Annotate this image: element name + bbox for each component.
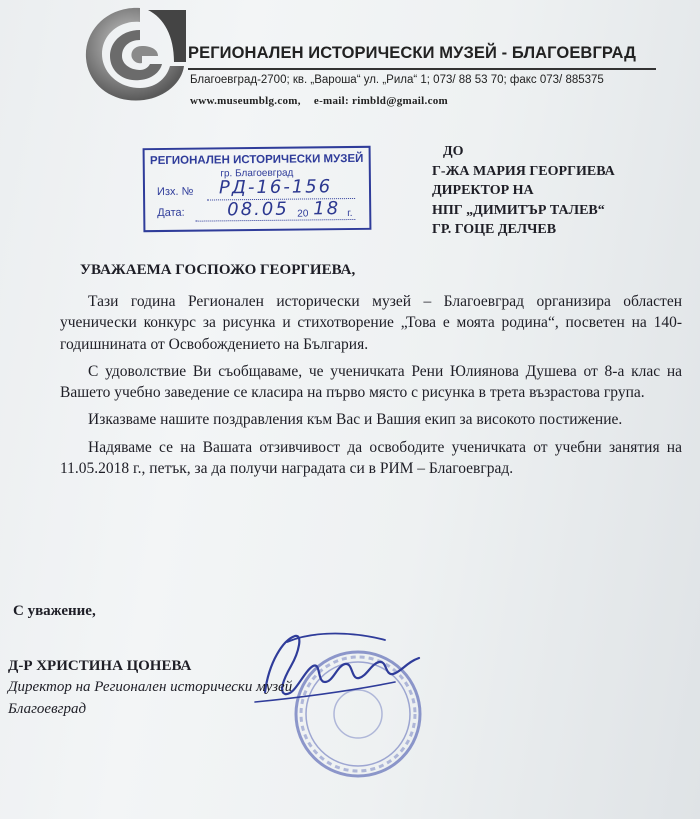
stamp-year-suffix: г. — [347, 208, 353, 220]
stamp-year-value: 18 — [313, 198, 341, 220]
paragraph: Изказваме нашите поздравления към Вас и Вашия екип за високото постижение. — [88, 411, 623, 429]
email-link[interactable]: e-mail: rimbld@gmail.com — [313, 95, 449, 107]
organization-address: Благоевград-2700; кв. „Вароша“ ул. „Рила“ 1; 073/ 88 53 70; факс 073/ 885375 — [190, 74, 604, 86]
header-divider — [188, 68, 656, 70]
recipient-position: ДИРЕКТОР НА — [432, 183, 534, 198]
stamp-title: РЕГИОНАЛЕН ИСТОРИЧЕСКИ МУЗЕЙ — [149, 152, 364, 168]
stamp-city: гр. Благоевград — [220, 167, 294, 180]
signature-icon — [225, 622, 445, 712]
paragraph: Надяваме се на Вашата отзивчивост да освободите ученичката от учебни занятия на 11.05.2018 г., петък, за да получи наградата си в РИМ – Благоевград. — [60, 438, 682, 478]
paragraph: С удоволствие Ви съобщаваме, че ученичката Рени Юлиянова Душева от 8-а клас на Вашето учебно заведение се класира на първо място с рисунка в трета възрастова група. — [60, 362, 682, 402]
recipient-school: НПГ „ДИМИТЪР ТАЛЕВ“ — [432, 202, 605, 218]
museum-logo-icon — [78, 2, 188, 106]
salutation: УВАЖАЕМА ГОСПОЖО ГЕОРГИЕВА, — [80, 262, 356, 278]
stamp-date-value: 08.05 — [227, 198, 289, 221]
recipient-to: ДО — [443, 144, 464, 159]
stamp-date-label: Дата: — [157, 206, 185, 220]
registration-stamp — [143, 146, 372, 232]
contact-line — [190, 95, 458, 107]
signer-title: Директор на Регионален исторически музей — [8, 679, 293, 695]
paragraph: Тази година Регионален исторически музей – Благоевград организира областен ученически конкурс за рисунка и стихотворение „Това е моята родина“, посветен на 140-годишнината от Освобождението на България. — [60, 293, 682, 353]
stamp-number-value: РД-16-156 — [218, 176, 333, 199]
recipient-city: ГР. ГОЦЕ ДЕЛЧЕВ — [432, 222, 557, 237]
recipient-name: Г-ЖА МАРИЯ ГЕОРГИЕВА — [432, 163, 615, 179]
recipient-block — [432, 142, 615, 240]
organization-name: РЕГИОНАЛЕН ИСТОРИЧЕСКИ МУЗЕЙ - БЛАГОЕВГРАД — [188, 44, 637, 62]
website-link[interactable]: www.museumblg.com, — [190, 95, 301, 107]
stamp-year-prefix: 20 — [297, 208, 309, 220]
stamp-number-label: Изх. № — [156, 185, 194, 199]
signer-city: Благоевград — [8, 701, 87, 717]
closing: С уважение, — [13, 603, 96, 619]
signer-name: Д-Р ХРИСТИНА ЦОНЕВА — [8, 658, 192, 674]
letter-body — [60, 291, 682, 485]
